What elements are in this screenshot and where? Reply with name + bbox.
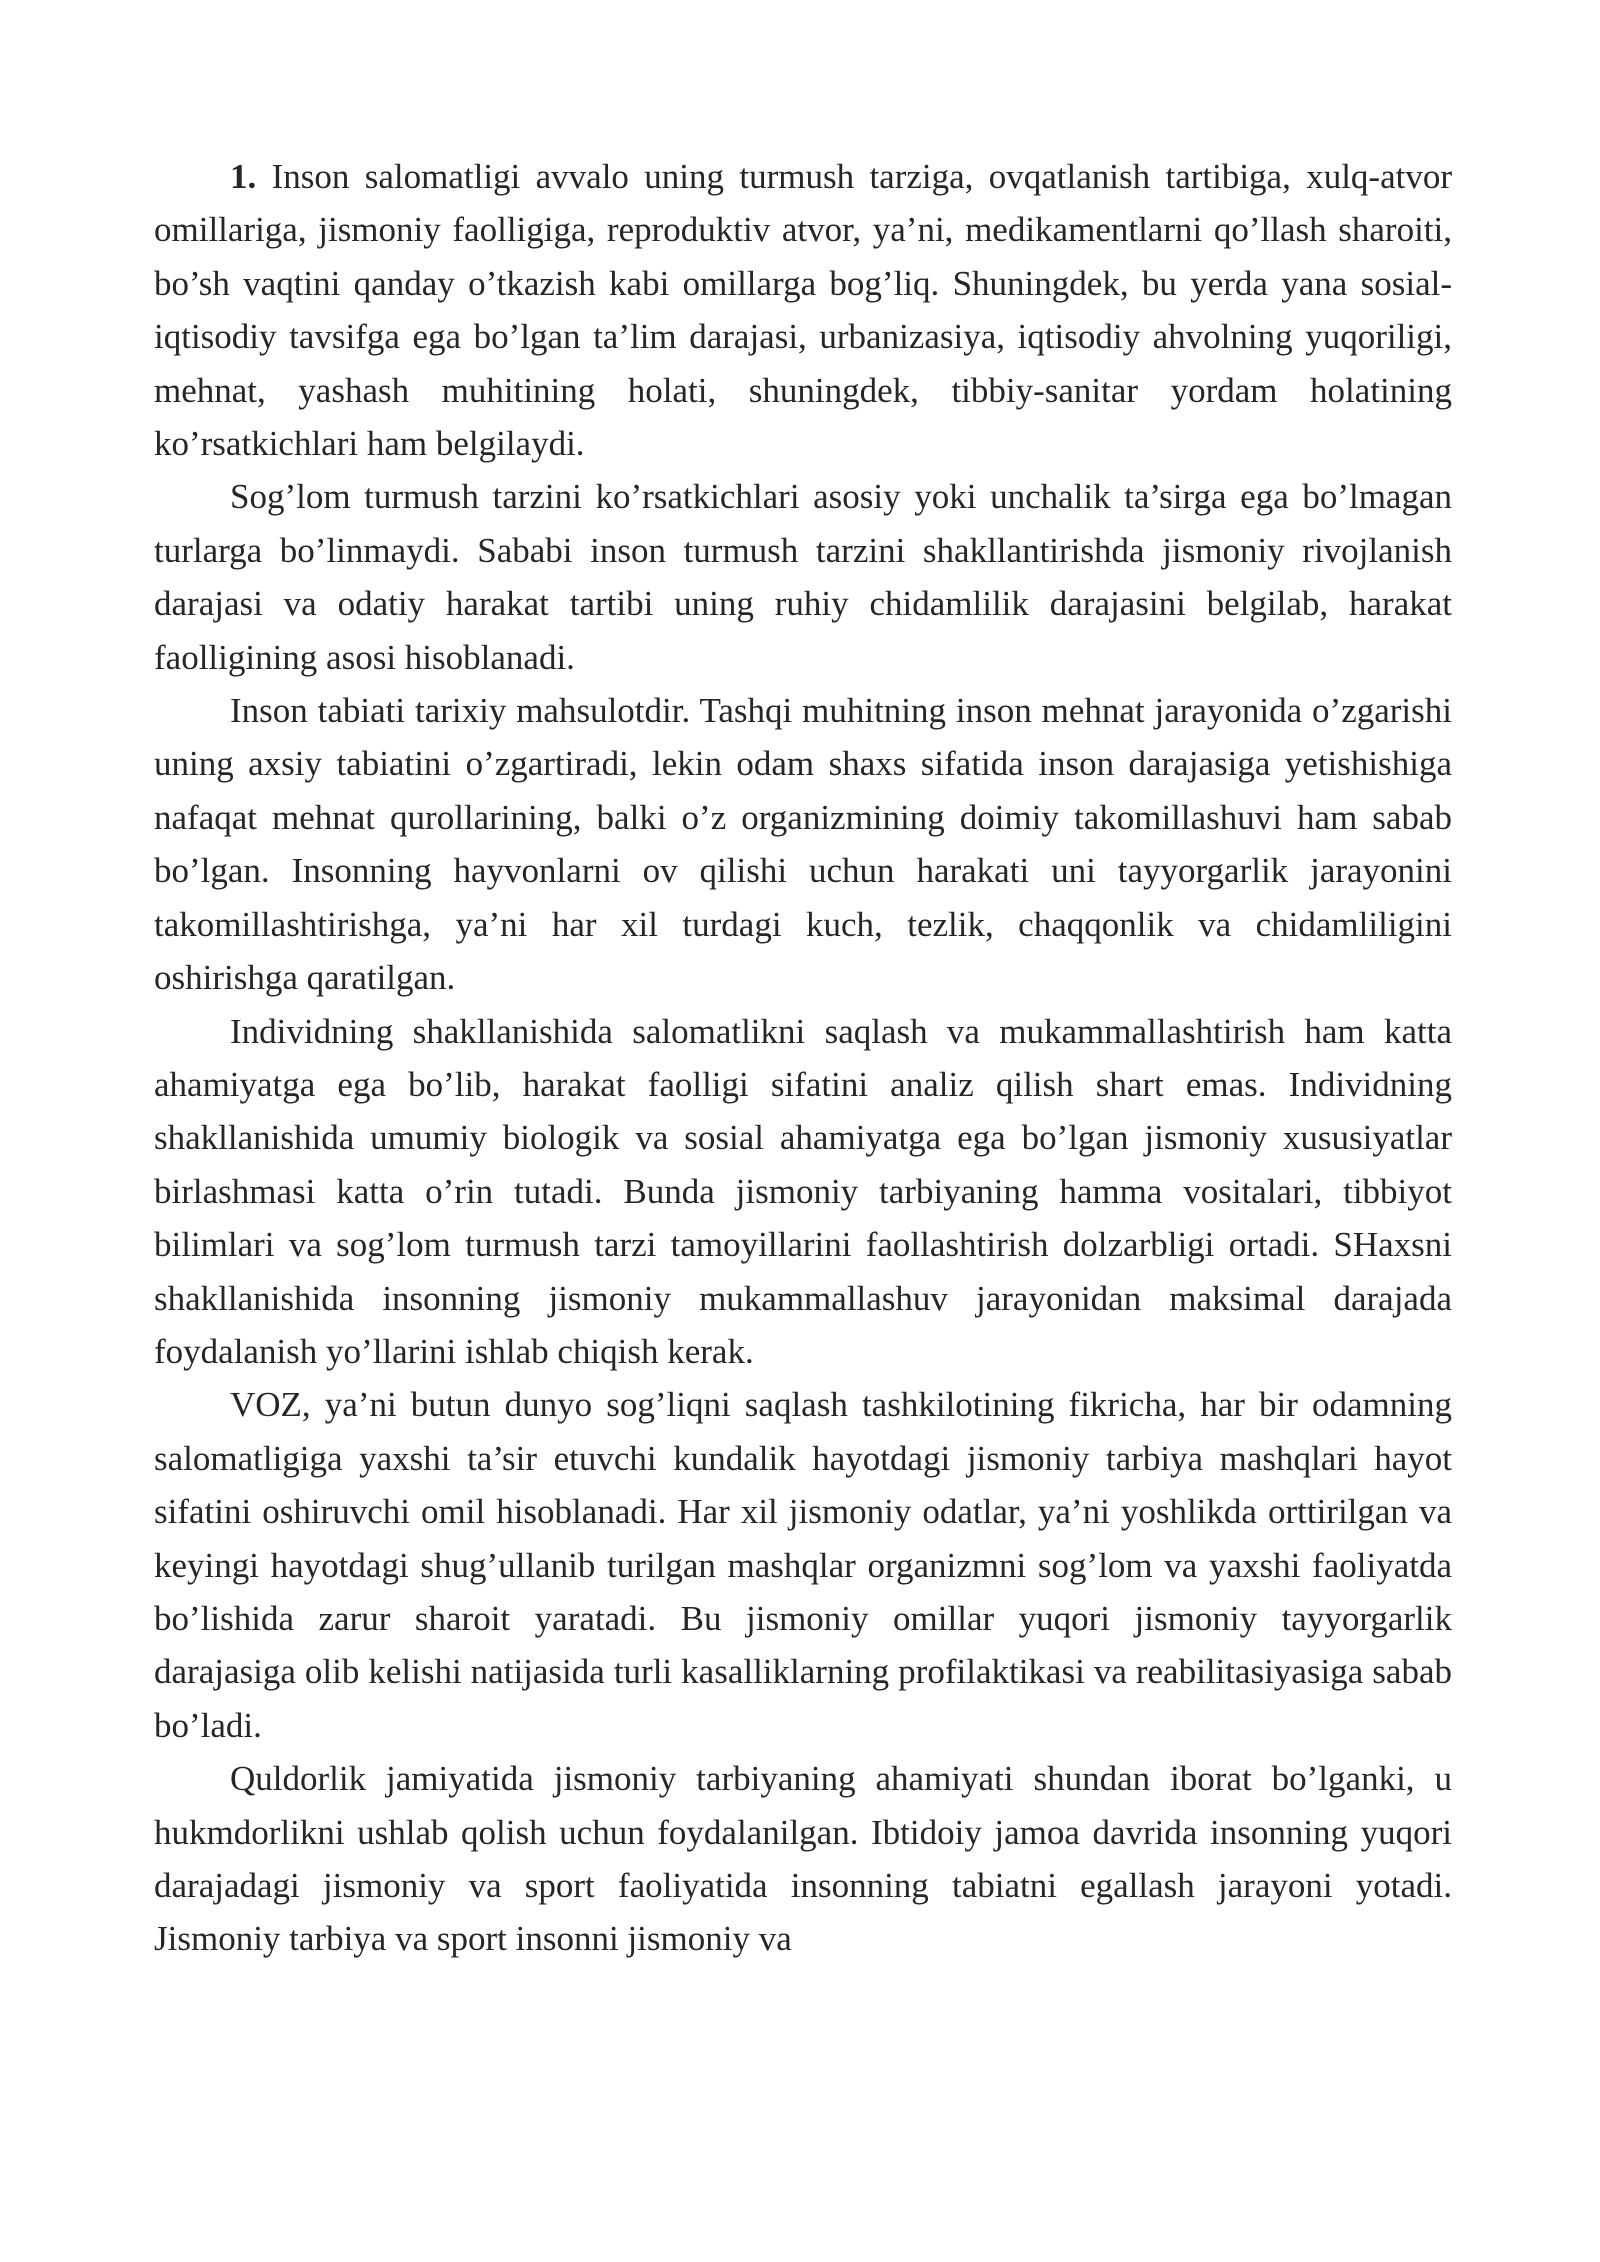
paragraph-2: Sog’lom turmush tarzini ko’rsatkichlari asosiy yoki unchalik ta’sirga ega bo’lmagan turlarga bo’linmaydi. Sababi inson turmush tarzini shakllantirishda jismoniy rivojlanish darajasi va odatiy harakat tartibi uning ruhiy chidamlilik darajasini belgilab, harakat faolligining asosi hisoblanadi. [154,477,1452,677]
paragraph-6: Quldorlik jamiyatida jismoniy tarbiyaning ahamiyati shundan iborat bo’lganki, u hukmdorlikni ushlab qolish uchun foydalanilgan. Ibtidoiy jamoa davrida insonning yuqori darajadagi jismoniy va sport faoliyatida insonning tabiatni egallash jarayoni yotadi. Jismoniy tarbiya va sport insonni jismoniy va [154,1759,1452,1959]
paragraph-number: 1. [230,157,257,196]
paragraph-text: Inson salomatligi avvalo uning turmush tarziga, ovqatlanish tartibiga, xulq-atvor omillariga, jismoniy faolligiga, reproduktiv atvor, ya’ni, medikamentlarni qo’llash sharoiti, bo’sh vaqtini qanday o’tkazish kabi omillarga bog’liq. Shuningdek, bu yerda yana sosial-iqtisodiy tavsifga ega bo’lgan ta’lim darajasi, urbanizasiya, iqtisodiy ahvolning yuqoriligi, mehnat, yashash muhitining holati, shuningdek, tibbiy-sanitar yordam holatining ko’rsatkichlari ham belgilaydi. [154,157,1452,464]
paragraph-1 [154,150,1452,470]
paragraph-3: Inson tabiati tarixiy mahsulotdir. Tashqi muhitning inson mehnat jarayonida o’zgarishi uning axsiy tabiatini o’zgartiradi, lekin odam shaxs sifatida inson darajasiga yetishishiga nafaqat mehnat qurollarining, balki o’z organizmining doimiy takomillashuvi ham sabab bo’lgan. Insonning hayvonlarni ov qilishi uchun harakati uni tayyorgarlik jarayonini takomillashtirishga, ya’ni har xil turdagi kuch, tezlik, chaqqonlik va chidamliligini oshirishga qaratilgan. [154,691,1452,998]
paragraph-5: VOZ, ya’ni butun dunyo sog’liqni saqlash tashkilotining fikricha, har bir odamning salomatligiga yaxshi ta’sir etuvchi kundalik hayotdagi jismoniy tarbiya mashqlari hayot sifatini oshiruvchi omil hisoblanadi. Har xil jismoniy odatlar, ya’ni yoshlikda orttirilgan va keyingi hayotdagi shug’ullanib turilgan mashqlar organizmni sog’lom va yaxshi faoliyatda bo’lishida zarur sharoit yaratadi. Bu jismoniy omillar yuqori jismoniy tayyorgarlik darajasiga olib kelishi natijasida turli kasalliklarning profilaktikasi va reabilitasiyasiga sabab bo’ladi. [154,1385,1452,1745]
paragraph-4: Individning shakllanishida salomatlikni saqlash va mukammallashtirish ham katta ahamiyatga ega bo’lib, harakat faolligi sifatini analiz qilish shart emas. Individning shakllanishida umumiy biologik va sosial ahamiyatga ega bo’lgan jismoniy xususiyatlar birlashmasi katta o’rin tutadi. Bunda jismoniy tarbiyaning hamma vositalari, tibbiyot bilimlari va sog’lom turmush tarzi tamoyillarini faollashtirish dolzarbligi ortadi. SHaxsni shakllanishida insonning jismoniy mukammallashuv jarayonidan maksimal darajada foydalanish yo’llarini ishlab chiqish kerak. [154,1011,1452,1371]
document-page [154,150,1452,1966]
